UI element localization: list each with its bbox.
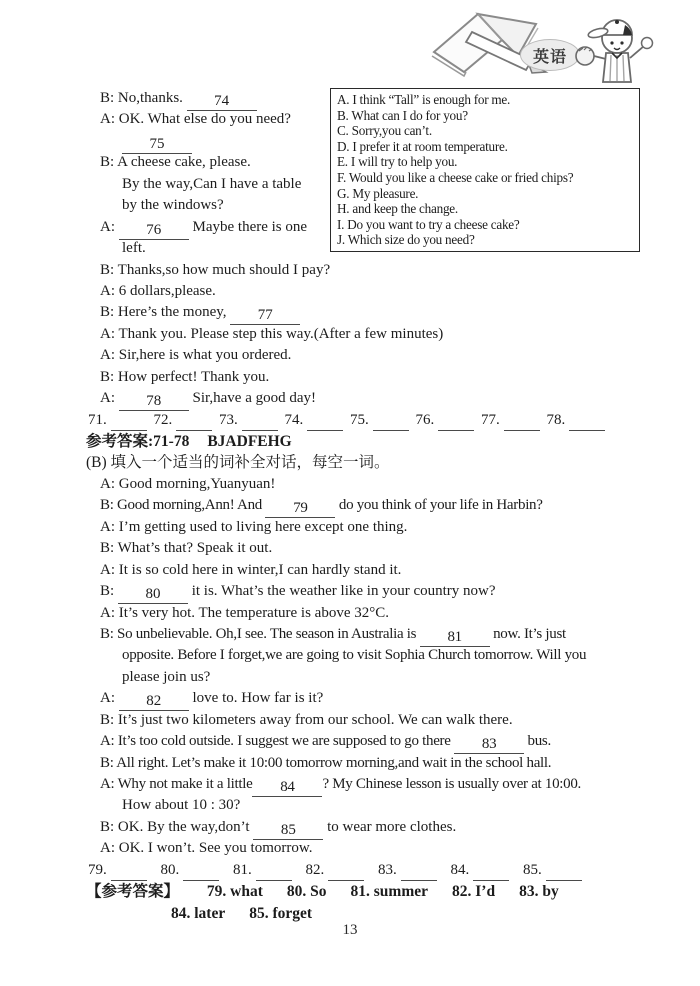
answer-number: 76. (415, 411, 438, 428)
dialogue-line (100, 624, 700, 645)
answer-blank (546, 865, 582, 881)
dialogue-text: A: (100, 218, 119, 235)
dialogue-line (100, 817, 700, 838)
answer-blank: 82 (119, 693, 189, 711)
answer-row-item (88, 862, 147, 878)
answer-blank: 85 (253, 822, 323, 840)
option-item: E. I will try to help you. (337, 154, 458, 170)
answer-key-item: 83. by (519, 883, 559, 901)
dialogue-line (100, 753, 700, 774)
answer-key-value: BJADFEHG (207, 433, 292, 450)
dialogue-text: A: Thank you. Please step this way.(After a few minutes) (100, 325, 444, 342)
answer-number: 72. (153, 411, 176, 428)
dialogue-text: How about 10 : 30? (122, 797, 241, 814)
answer-number: 82. (305, 861, 328, 878)
answer-blank: 76 (119, 222, 189, 240)
answer-blank: 80 (118, 586, 188, 604)
dialogue-text: Sir,have a good day! (188, 390, 317, 407)
answer-row-item (523, 862, 582, 878)
options-box (330, 88, 640, 252)
answer-blank (176, 415, 212, 431)
dialogue-line (100, 581, 700, 602)
dialogue-line (100, 731, 700, 752)
answer-blank: 74 (187, 93, 257, 111)
section-a-answer-key (86, 431, 700, 452)
dialogue-text: B: How perfect! Thank you. (100, 368, 270, 385)
section-b-dialogue (0, 474, 700, 860)
answer-number: 74. (284, 411, 307, 428)
answer-blank (111, 415, 147, 431)
answer-number: 77. (481, 411, 504, 428)
answer-blank (504, 415, 540, 431)
answer-number: 80. (160, 861, 183, 878)
dialogue-text: A: I’m getting used to living here except one thing. (100, 518, 408, 535)
dialogue-line (100, 774, 700, 795)
answer-blank (473, 865, 509, 881)
answer-blank (183, 865, 219, 881)
dialogue-line (100, 367, 700, 388)
dialogue-text: opposite. Before I forget,we are going to visit Sophia Church tomorrow. Will you (122, 647, 587, 664)
option-item: J. Which size do you need? (337, 232, 475, 248)
dialogue-text: B: What’s that? Speak it out. (100, 540, 273, 557)
dialogue-line (122, 795, 700, 816)
answer-key-range: 71-78 (153, 433, 190, 450)
answer-blank (242, 415, 278, 431)
answer-number: 71. (88, 411, 111, 428)
dialogue-line (122, 645, 700, 666)
dialogue-text: left. (122, 240, 146, 257)
answer-number: 84. (450, 861, 473, 878)
option-item: H. and keep the change. (337, 201, 458, 217)
answer-row-item (481, 412, 540, 428)
answer-row-item (378, 862, 437, 878)
dialogue-text: A: 6 dollars,please. (100, 282, 216, 299)
answer-blank: 79 (265, 500, 335, 518)
answer-key-item: 80. So (286, 883, 327, 901)
dialogue-text: B: All right. Let’s make it 10:00 tomorrow morning,and wait in the school hall. (100, 754, 552, 771)
answer-blank (438, 415, 474, 431)
answer-row-item (285, 412, 344, 428)
answer-row-item (306, 862, 365, 878)
answer-key-label: 【参考答案】 (86, 883, 180, 901)
answer-number: 81. (233, 861, 256, 878)
answer-number: 73. (219, 411, 242, 428)
answer-row-item (154, 412, 213, 428)
dialogue-text: A: (100, 690, 119, 707)
dialogue-text: B: Thanks,so how much should I pay? (100, 261, 331, 278)
answer-blank: 84 (252, 779, 322, 797)
answer-number: 83. (378, 861, 401, 878)
answer-row-item (547, 412, 606, 428)
dialogue-text: B: So unbelievable. Oh,I see. The season in Australia is (100, 625, 420, 642)
answer-blank: 75 (122, 136, 192, 154)
answer-key-item: 85. forget (249, 904, 313, 922)
dialogue-line (100, 388, 700, 409)
dialogue-text: B: (100, 583, 118, 600)
dialogue-line (100, 838, 700, 859)
answer-blank (111, 865, 147, 881)
page-number: 13 (342, 922, 358, 938)
section-b-instruction: (B) 填入一个适当的词补全对话，每空一词。 (86, 454, 390, 472)
dialogue-text: A: OK. What else do you need? (100, 111, 291, 128)
dialogue-text: B: It’s just two kilometers away from our school. We can walk there. (100, 711, 513, 728)
dialogue-text: A: Good morning,Yuanyuan! (100, 475, 276, 492)
answer-row-item (451, 862, 510, 878)
dialogue-text: A: Sir,here is what you ordered. (100, 347, 292, 364)
answer-blank (401, 865, 437, 881)
dialogue-text: A: Why not make it a little (100, 776, 253, 792)
header-illustration (420, 2, 670, 88)
answer-key-label: 参考答案: (86, 433, 154, 450)
dialogue-text: it is. What’s the weather like in your country now? (187, 583, 496, 600)
content (0, 88, 700, 924)
dialogue-line (100, 302, 700, 323)
dialogue-text: A: It’s too cold outside. I suggest we are supposed to go there (100, 733, 455, 750)
dialogue-text: A: It is so cold here in winter,I can hardly stand it. (100, 561, 402, 578)
answer-number: 78. (546, 411, 569, 428)
answer-row-item (350, 412, 409, 428)
section-b-answer-key-line1 (86, 881, 700, 902)
dialogue-text: B: OK. By the way,don’t (100, 818, 254, 835)
answer-blank (569, 415, 605, 431)
dialogue-text: B: No,thanks. (100, 90, 187, 106)
dialogue-text: love to. How far is it? (188, 690, 324, 707)
answer-key-item: 82. I’d (452, 883, 496, 901)
dialogue-text: A: (100, 390, 119, 407)
dialogue-text: B: A cheese cake, please. (100, 154, 251, 171)
dialogue-text: do you think of your life in Harbin? (335, 497, 543, 514)
answer-blank (373, 415, 409, 431)
answer-row-item (219, 412, 278, 428)
dialogue-line (100, 538, 700, 559)
dialogue-text: B: Good morning,Ann! And (100, 497, 266, 514)
option-item: G. My pleasure. (337, 185, 419, 201)
option-item: C. Sorry,you can’t. (337, 123, 432, 139)
dialogue-line (100, 603, 700, 624)
section-a-answer-row (88, 410, 700, 431)
dialogue-line (100, 495, 700, 516)
answer-blank (307, 415, 343, 431)
answer-blank (256, 865, 292, 881)
dialogue-text: B: Here’s the money, (100, 304, 231, 321)
option-item: D. I prefer it at room temperature. (337, 138, 508, 154)
answer-blank: 83 (454, 736, 524, 754)
section-b-answer-key-line2 (171, 903, 700, 924)
answer-blank: 81 (420, 629, 490, 647)
dialogue-text: by the windows? (122, 197, 224, 214)
dialogue-line (122, 667, 700, 688)
dialogue-line (100, 560, 700, 581)
answer-row-item (88, 412, 147, 428)
dialogue-text: please join us? (122, 668, 211, 685)
dialogue-text: A: OK. I won’t. See you tomorrow. (100, 840, 313, 857)
badge-label: 英语 (532, 48, 567, 66)
cartoon-boy-icon (570, 2, 666, 86)
dialogue-text: By the way,Can I have a table (122, 175, 302, 192)
option-item: F. Would you like a cheese cake or fried chips? (337, 169, 574, 185)
dialogue-line (100, 281, 700, 302)
dialogue-text: bus. (524, 733, 551, 750)
dialogue-line (100, 710, 700, 731)
answer-key-item: 81. summer (350, 883, 428, 901)
dialogue-text: now. It’s just (489, 625, 566, 642)
dialogue-line (100, 345, 700, 366)
dialogue-text: ? My Chinese lesson is usually over at 10:00. (322, 776, 581, 792)
answer-number: 79. (88, 861, 111, 878)
dialogue-line (100, 688, 700, 709)
answer-row-item (416, 412, 475, 428)
answer-key-item: 79. what (206, 883, 263, 901)
answer-number: 85. (523, 861, 546, 878)
section-b-answer-row (88, 860, 700, 881)
answer-row-item (233, 862, 292, 878)
answer-blank: 78 (119, 393, 189, 411)
answer-row-item (161, 862, 220, 878)
option-item: A. I think “Tall” is enough for me. (337, 92, 511, 107)
dialogue-text: to wear more clothes. (323, 818, 457, 835)
dialogue-line (100, 260, 700, 281)
dialogue-text: A: It’s very hot. The temperature is above 32°C. (100, 604, 389, 621)
dialogue-line (100, 517, 700, 538)
answer-number: 75. (350, 411, 373, 428)
answer-key-item: 84. later (171, 904, 226, 922)
answer-blank (328, 865, 364, 881)
dialogue-line (100, 474, 700, 495)
option-item: I. Do you want to try a cheese cake? (337, 216, 520, 232)
answer-blank: 77 (230, 307, 300, 325)
dialogue-line (100, 324, 700, 345)
option-item: B. What can I do for you? (337, 107, 468, 123)
dialogue-text: Maybe there is one (188, 218, 308, 235)
